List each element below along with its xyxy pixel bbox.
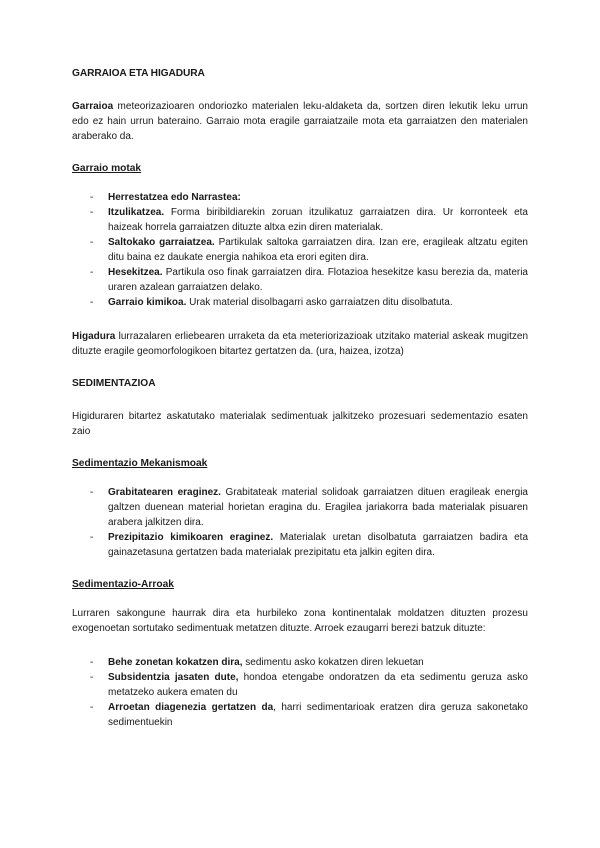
intro-paragraph	[72, 99, 528, 144]
mekanismoak-heading: Sedimentazio Mekanismoak	[72, 458, 208, 469]
list-item-text: sedimentu asko kokatzen diren lekuetan	[242, 657, 424, 668]
intro-text: meteorizazioaren ondoriozko materialen leku-aldaketa da, sortzen diren lekutik leku urrun edo ez hain urrun bateraino. Garraio mota eragile garraiatzaile mota eta garraiatzen den materialen araberako da.	[72, 101, 528, 142]
list-item	[72, 530, 528, 560]
intro-term: Garraioa	[72, 101, 114, 112]
list-item	[72, 265, 528, 295]
list-item-term: Hesekitzea.	[108, 267, 163, 278]
higadura-paragraph	[72, 329, 528, 359]
list-item	[72, 295, 528, 310]
list-item-text: , harri sedimentarioak eratzen dira geruza sakonetako sedimentuekin	[108, 702, 528, 728]
list-item-term: Behe zonetan kokatzen dira,	[108, 657, 243, 668]
bullet-dash: -	[90, 657, 94, 668]
list-item	[72, 700, 528, 730]
garraio-motak-heading: Garraio motak	[72, 163, 142, 174]
list-item-text: hondoa etengabe ondoratzen da eta sedimentu geruza asko metatzeko aukera ematen du	[108, 672, 528, 698]
bullet-dash: -	[90, 297, 94, 308]
list-item	[72, 485, 528, 530]
bullet-dash: -	[90, 672, 94, 683]
list-item-term: Prezipitazio kimikoaren eraginez.	[108, 532, 274, 543]
garraio-motak-list	[72, 190, 528, 310]
list-item-term: Herrestatzea edo Narrastea:	[108, 192, 241, 203]
list-item-text: Forma biribildiarekin zoruan itzulikatuz garraiatzen dira. Ur korronteek eta haizeak horrela garraiatzen dituzte altxa ezin diren materialak.	[108, 207, 528, 233]
sedimentazioa-heading: SEDIMENTAZIOA	[72, 378, 156, 389]
list-item-term: Garraio kimikoa.	[108, 297, 187, 308]
arroak-list	[72, 655, 528, 730]
higadura-term: Higadura	[72, 331, 116, 342]
mekanismoak-list	[72, 485, 528, 560]
bullet-dash: -	[90, 192, 94, 203]
list-item	[72, 205, 528, 235]
list-item-term: Itzulikatzea.	[108, 207, 165, 218]
list-item-term: Saltokako garraiatzea.	[108, 237, 215, 248]
bullet-dash: -	[90, 267, 94, 278]
list-item-text: Partikulak saltoka garraiatzen dira. Izan ere, eragileak altzatu egiten ditu baina ez daukate energia nahikoa eta erori egiten dira.	[108, 237, 528, 263]
list-item-text: Partikula oso finak garraiatzen dira. Flotazioa hesekitze kasu berezia da, materia uraren azalean garraiatzen delako.	[108, 267, 528, 293]
list-item	[72, 655, 528, 670]
higadura-text: lurrazalaren erliebearen urraketa da eta meteriorizazioak utzitako material askeak mugitzen dituzte eragile geomorfologikoen bitartez gertatzen da. (ura, haizea, izotza)	[72, 331, 528, 357]
arroak-heading: Sedimentazio-Arroak	[72, 579, 174, 590]
bullet-dash: -	[90, 702, 94, 713]
list-item-text: Grabitateak material solidoak garraiatzen dituen eragileak energia galtzen duenean material horietan eragina du. Eragilea jariakorra bada materialak pisuaren arabera jalkitzen dira.	[108, 487, 528, 528]
list-item-text: Materialak uretan disolbatuta garraiatzen badira eta gainazetasuna gertatzen bada materialak prezipitatu eta jalkin egiten dira.	[108, 532, 529, 558]
list-item-term: Arroetan diagenezia gertatzen da	[108, 702, 274, 713]
bullet-dash: -	[90, 237, 94, 248]
bullet-dash: -	[90, 532, 94, 543]
bullet-dash: -	[90, 207, 94, 218]
list-item-term: Subsidentzia jasaten dute,	[108, 672, 239, 683]
document-title: GARRAIOA ETA HIGADURA	[72, 68, 205, 79]
list-item	[72, 670, 528, 700]
list-item-text: Urak material disolbagarri asko garraiatzen ditu disolbatuta.	[186, 297, 453, 308]
arroak-paragraph: Lurraren sakongune haurrak dira eta hurbileko zona kontinentalak moldatzen dituzten prozesu exogenoetan sortutako sedimentuak metatzen dituzte. Arroek ezaugarri berezi batzuk dituzte:	[72, 608, 528, 634]
sedimentazioa-paragraph: Higiduraren bitartez askatutako materialak sedimentuak jalkitzeko prozesuari sedementazio esaten zaio	[72, 411, 528, 437]
list-item-term: Grabitatearen eraginez.	[108, 487, 221, 498]
document-page	[72, 68, 528, 749]
bullet-dash: -	[90, 487, 94, 498]
list-item	[72, 235, 528, 265]
list-item	[72, 190, 528, 205]
